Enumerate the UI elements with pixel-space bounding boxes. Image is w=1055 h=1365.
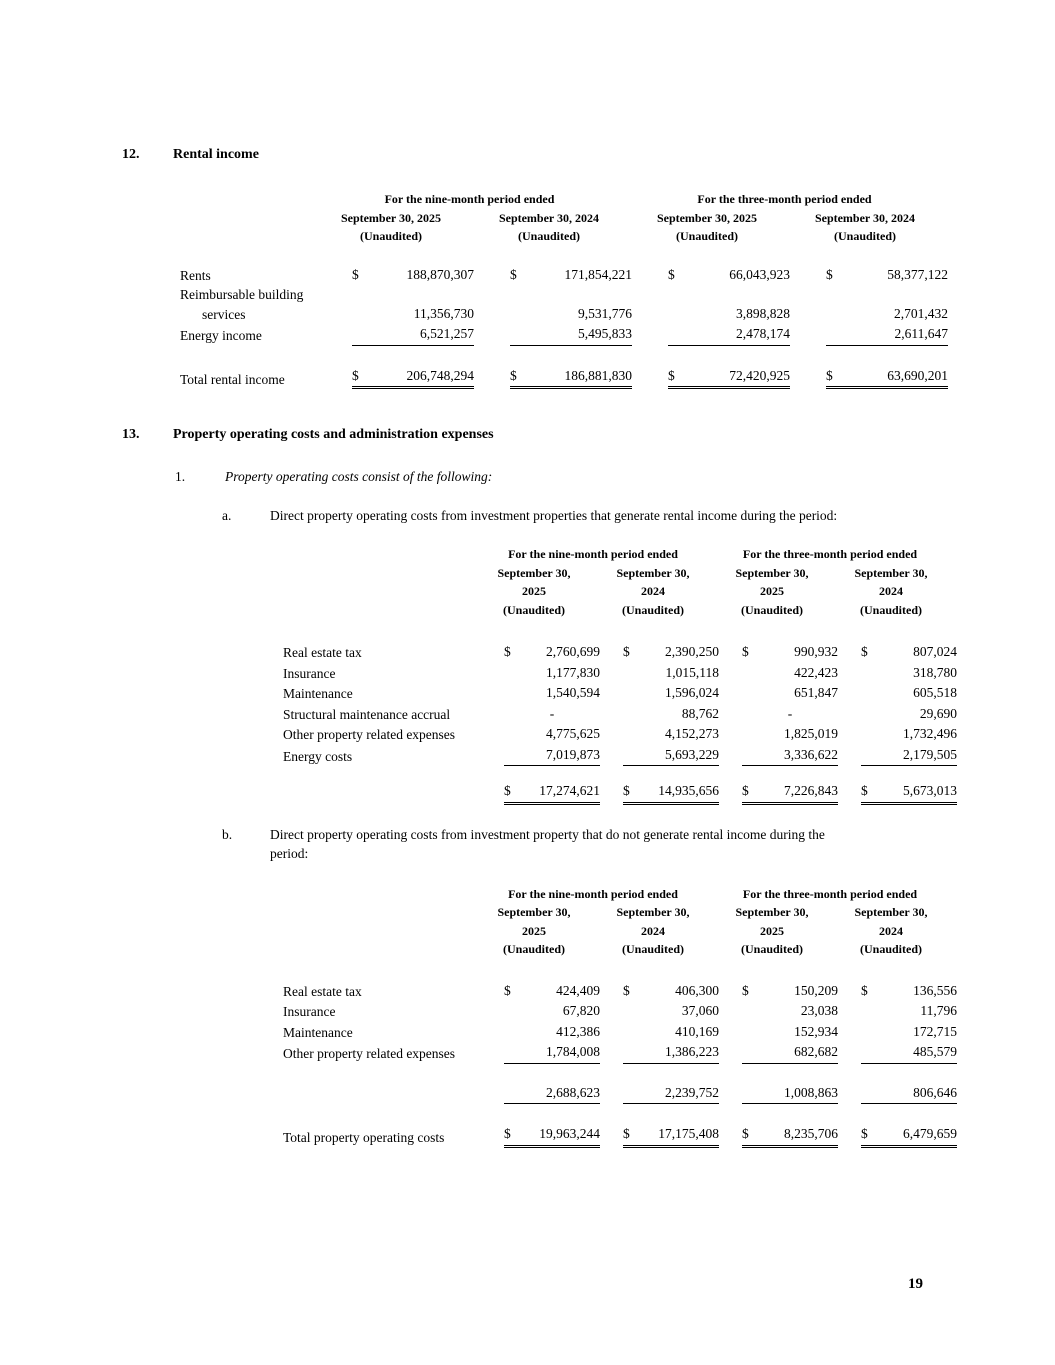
amount-value: 2,611,647 (894, 326, 948, 341)
unaudited-label: (Unaudited) (359, 229, 422, 243)
amount-cell (826, 304, 948, 325)
amount-cell (510, 366, 632, 390)
column-header-year: 2024 (879, 584, 903, 598)
amount-cell (742, 704, 838, 725)
column-header: September 30, 2025 (340, 210, 442, 225)
table-row-rents (180, 265, 1055, 286)
dollar-sign: $ (352, 266, 359, 282)
amount-value: 29,690 (919, 705, 957, 721)
dollar-sign: $ (504, 1126, 511, 1141)
amount-cell (504, 683, 600, 704)
amount-value: 422,423 (794, 664, 838, 680)
amount-value: 67,820 (562, 1003, 600, 1018)
dollar-sign: $ (623, 1126, 630, 1141)
amount-cell (742, 781, 838, 805)
column-header-year: 2025 (522, 923, 546, 938)
amount-value: 150,209 (794, 982, 838, 998)
column-header-year: 2024 (641, 923, 665, 938)
amount-cell (742, 981, 838, 1002)
amount-cell (861, 1042, 957, 1064)
amount-value: 88,762 (681, 705, 719, 721)
amount-value: 2,701,432 (894, 305, 948, 321)
amount-cell (861, 642, 957, 663)
amount-cell (742, 1124, 838, 1148)
amount-cell (742, 1083, 838, 1105)
amount-value: 1,008,863 (784, 1084, 838, 1100)
amount-cell (742, 642, 838, 663)
table-row-maintenance (283, 1022, 1055, 1043)
row-label: Real estate tax (283, 983, 362, 999)
amount-value: 1,732,496 (903, 726, 957, 741)
amount-cell (742, 1042, 838, 1064)
amount-value: 2,239,752 (665, 1084, 719, 1100)
table-row-energy-income (180, 324, 1055, 346)
amount-cell (826, 265, 948, 286)
section-number: 12. (122, 147, 140, 162)
dollar-sign: $ (504, 783, 511, 798)
unaudited-label: (Unaudited) (621, 602, 684, 617)
column-header-year: 2025 (760, 584, 784, 598)
table-row-total-rental-income (180, 366, 1055, 390)
amount-value: 17,274,621 (539, 783, 600, 798)
table-date-header-row (283, 903, 1055, 922)
dollar-sign: $ (668, 367, 675, 383)
amount-cell (623, 1001, 719, 1022)
amount-value: 58,377,122 (887, 266, 948, 282)
item-b (0, 825, 1055, 864)
table-year-header-row (283, 582, 1055, 601)
amount-cell (623, 1083, 719, 1105)
amount-value: 806,646 (913, 1084, 957, 1100)
item-letter: b. (222, 826, 233, 842)
column-header: September 30, (616, 905, 690, 919)
amount-value: 318,780 (913, 664, 957, 680)
amount-value: 6,479,659 (903, 1126, 957, 1141)
column-header: September 30, 2025 (656, 210, 758, 225)
amount-value: 136,556 (913, 982, 957, 998)
amount-cell (504, 1042, 600, 1064)
amount-cell (668, 366, 790, 390)
dollar-sign: $ (668, 266, 675, 282)
dollar-sign: $ (742, 783, 749, 798)
table-row-other-property-expenses (283, 724, 1055, 745)
table-row-energy-costs (283, 745, 1055, 767)
unaudited-label: (Unaudited) (502, 942, 565, 956)
table-unaudited-row (180, 227, 1055, 246)
amount-cell (352, 265, 474, 286)
amount-value: 1,386,223 (665, 1044, 719, 1059)
amount-cell (504, 1001, 600, 1022)
amount-value: 186,881,830 (564, 367, 632, 383)
amount-value: 4,152,273 (665, 726, 719, 741)
amount-value: 990,932 (794, 644, 838, 659)
column-header: September 30, (854, 565, 928, 580)
table-unaudited-row (283, 940, 1055, 959)
unaudited-label: (Unaudited) (740, 942, 803, 956)
operating-costs-table-a (283, 545, 1055, 805)
dollar-sign: $ (742, 982, 749, 998)
amount-value: 3,898,828 (736, 305, 790, 321)
row-label: Other property related expenses (283, 1046, 456, 1061)
row-label: Energy costs (283, 748, 353, 764)
table-year-header-row (283, 922, 1055, 941)
unaudited-label: (Unaudited) (621, 942, 684, 956)
amount-cell (504, 981, 600, 1002)
amount-value: 6,521,257 (420, 326, 474, 341)
amount-value: 7,019,873 (546, 746, 600, 762)
item-text: Direct property operating costs from investment properties that generate rental income during the period: (270, 507, 838, 523)
amount-cell (742, 1001, 838, 1022)
amount-value: 1,784,008 (546, 1044, 600, 1059)
amount-value: 3,336,622 (784, 746, 838, 762)
column-header: September 30, (735, 905, 809, 919)
amount-value: 1,540,594 (546, 685, 600, 700)
dollar-sign: $ (861, 982, 868, 998)
dollar-sign: $ (861, 644, 868, 659)
section-title: Rental income (173, 147, 259, 162)
dollar-sign: $ (504, 644, 511, 659)
row-label: Maintenance (283, 1024, 353, 1040)
amount-value: 23,038 (800, 1003, 838, 1018)
amount-value: 2,179,505 (903, 746, 957, 762)
amount-cell (510, 324, 632, 346)
row-label: Rents (180, 267, 211, 283)
group-header-nine-month: For the nine-month period ended (508, 547, 678, 561)
amount-cell (861, 745, 957, 767)
table-row-other-property-expenses (283, 1042, 1055, 1064)
amount-cell (742, 745, 838, 767)
dollar-sign: $ (510, 367, 517, 383)
group-header-three-month: For the three-month period ended (742, 886, 918, 901)
table-group-header-row (283, 545, 1055, 564)
amount-cell (510, 304, 632, 325)
dollar-sign: $ (623, 982, 630, 998)
amount-value: 485,579 (913, 1044, 957, 1059)
amount-cell (861, 1124, 957, 1148)
amount-value: 72,420,925 (729, 367, 790, 383)
amount-cell (861, 724, 957, 745)
amount-value: 651,847 (794, 685, 838, 700)
table-row-real-estate-tax (283, 642, 1055, 663)
item-text: Direct property operating costs from investment property that do not generate rental income during the period: (270, 826, 825, 861)
row-label: Real estate tax (283, 645, 362, 660)
amount-cell (742, 724, 838, 745)
section-number: 13. (122, 427, 140, 442)
unaudited-label: (Unaudited) (859, 942, 922, 956)
table-date-header-row (180, 209, 1055, 228)
amount-value: - (549, 705, 555, 721)
column-header-year: 2024 (879, 923, 903, 938)
amount-cell (623, 1042, 719, 1064)
dollar-sign: $ (742, 644, 749, 659)
amount-value: 152,934 (794, 1023, 838, 1039)
row-label: Maintenance (283, 686, 353, 701)
amount-value: 2,688,623 (546, 1084, 600, 1100)
amount-value: 206,748,294 (406, 367, 474, 383)
amount-cell (623, 781, 719, 805)
amount-value: 5,693,229 (665, 746, 719, 762)
amount-cell (504, 1022, 600, 1043)
unaudited-label: (Unaudited) (502, 602, 565, 617)
group-header-three-month: For the three-month period ended (697, 192, 872, 206)
row-label: Energy income (180, 328, 262, 343)
item-text: Property operating costs consist of the following: (225, 469, 493, 484)
column-header-year: 2025 (760, 923, 784, 938)
group-header-nine-month: For the nine-month period ended (508, 886, 678, 901)
row-label: Insurance (283, 1004, 336, 1019)
amount-cell (504, 1124, 600, 1148)
section-13-heading (0, 427, 1055, 443)
amount-cell (623, 642, 719, 663)
column-header: September 30, (497, 905, 571, 919)
amount-cell (504, 663, 600, 684)
dollar-sign: $ (623, 783, 630, 798)
group-header-nine-month: For the nine-month period ended (384, 192, 555, 206)
table-row-total-property-operating-costs (283, 1124, 1055, 1148)
amount-value: 19,963,244 (539, 1126, 600, 1141)
amount-cell (504, 781, 600, 805)
amount-cell (352, 304, 474, 325)
amount-cell (504, 642, 600, 663)
amount-value: 14,935,656 (658, 783, 719, 798)
amount-cell (623, 704, 719, 725)
amount-value: 11,796 (920, 1003, 957, 1018)
amount-cell (861, 781, 957, 805)
amount-value: 2,760,699 (546, 644, 600, 659)
amount-cell (861, 663, 957, 684)
dollar-sign: $ (826, 367, 833, 383)
amount-value: 5,495,833 (578, 326, 632, 341)
unaudited-label: (Unaudited) (517, 229, 580, 243)
column-header: September 30, (616, 565, 690, 580)
amount-value: 807,024 (913, 644, 957, 659)
table-row-insurance (283, 663, 1055, 684)
column-header: September 30, 2024 (814, 210, 916, 225)
item-letter: a. (222, 507, 232, 523)
dollar-sign: $ (742, 1126, 749, 1141)
item-a (0, 506, 1055, 526)
amount-cell (668, 324, 790, 346)
dollar-sign: $ (504, 982, 511, 998)
rental-income-table (180, 190, 1055, 389)
table-row-total-a (283, 781, 1055, 805)
table-row-maintenance (283, 683, 1055, 704)
amount-cell (504, 704, 600, 725)
table-row-insurance (283, 1001, 1055, 1022)
amount-cell (623, 981, 719, 1002)
amount-value: 11,356,730 (413, 305, 474, 321)
amount-value: 1,015,118 (665, 664, 719, 680)
amount-cell (861, 683, 957, 704)
column-header: September 30, (497, 565, 571, 580)
unaudited-label: (Unaudited) (859, 602, 922, 617)
row-label: Total rental income (180, 371, 285, 387)
amount-value: 1,177,830 (546, 664, 600, 680)
table-row-real-estate-tax (283, 981, 1055, 1002)
amount-cell (861, 981, 957, 1002)
amount-cell (623, 1124, 719, 1148)
unaudited-label: (Unaudited) (675, 229, 738, 243)
amount-cell (668, 265, 790, 286)
amount-cell (510, 265, 632, 286)
dollar-sign: $ (826, 266, 833, 282)
amount-value: 7,226,843 (784, 783, 838, 798)
table-row-structural-maintenance-accrual (283, 704, 1055, 725)
amount-value: - (787, 705, 793, 721)
amount-value: 424,409 (556, 982, 600, 998)
amount-cell (623, 683, 719, 704)
amount-cell (861, 1083, 957, 1105)
amount-cell (826, 324, 948, 346)
table-date-header-row (283, 564, 1055, 583)
amount-value: 410,169 (675, 1023, 719, 1039)
amount-cell (623, 745, 719, 767)
amount-value: 63,690,201 (887, 367, 948, 383)
amount-value: 1,825,019 (784, 726, 838, 741)
dollar-sign: $ (861, 1126, 868, 1141)
dollar-sign: $ (861, 783, 868, 798)
amount-value: 2,390,250 (665, 644, 719, 659)
amount-value: 9,531,776 (578, 305, 632, 321)
amount-cell (352, 366, 474, 390)
amount-value: 5,673,013 (903, 783, 957, 798)
item-number: 1. (175, 469, 186, 484)
row-label: Structural maintenance accrual (283, 706, 451, 722)
amount-cell (861, 1022, 957, 1043)
section-title: Property operating costs and administration expenses (173, 427, 494, 442)
amount-value: 1,596,024 (665, 685, 719, 700)
table-unaudited-row (283, 601, 1055, 620)
amount-value: 2,478,174 (736, 326, 790, 341)
amount-cell (826, 366, 948, 390)
amount-cell (742, 683, 838, 704)
amount-cell (504, 1083, 600, 1105)
amount-cell (861, 1001, 957, 1022)
table-group-header-row (283, 885, 1055, 904)
amount-value: 172,715 (913, 1023, 957, 1039)
amount-value: 66,043,923 (729, 266, 790, 282)
item-1 (0, 467, 1055, 487)
amount-cell (861, 704, 957, 725)
column-header: September 30, (735, 565, 809, 580)
dollar-sign: $ (352, 367, 359, 383)
amount-value: 4,775,625 (546, 726, 600, 741)
amount-value: 188,870,307 (406, 266, 474, 282)
row-label: Insurance (283, 665, 336, 681)
amount-cell (668, 304, 790, 325)
amount-cell (504, 724, 600, 745)
column-header-year: 2025 (522, 584, 546, 598)
column-header-year: 2024 (641, 584, 665, 598)
row-label: Reimbursable building services (180, 287, 304, 322)
unaudited-label: (Unaudited) (740, 602, 803, 617)
amount-value: 8,235,706 (784, 1126, 838, 1141)
dollar-sign: $ (623, 644, 630, 659)
page-number: 19 (908, 1276, 923, 1292)
amount-cell (623, 1022, 719, 1043)
row-label: Other property related expenses (283, 727, 456, 742)
column-header: September 30, 2024 (498, 210, 600, 225)
amount-cell (623, 724, 719, 745)
dollar-sign: $ (510, 266, 517, 282)
amount-cell (504, 745, 600, 767)
section-12-heading (0, 0, 1055, 163)
amount-value: 682,682 (794, 1044, 838, 1059)
amount-value: 17,175,408 (658, 1126, 719, 1141)
amount-cell (352, 324, 474, 346)
amount-cell (623, 663, 719, 684)
table-row-subtotal-b (283, 1083, 1055, 1105)
operating-costs-table-b (283, 885, 1055, 1148)
table-row-reimbursable (180, 285, 1055, 324)
amount-cell (742, 663, 838, 684)
amount-value: 406,300 (675, 982, 719, 998)
table-group-header-row (180, 190, 1055, 209)
amount-value: 412,386 (556, 1023, 600, 1039)
amount-value: 37,060 (681, 1003, 719, 1018)
amount-value: 171,854,221 (564, 266, 632, 282)
amount-cell (742, 1022, 838, 1043)
row-label: Total property operating costs (283, 1130, 445, 1145)
unaudited-label: (Unaudited) (833, 229, 896, 243)
group-header-three-month: For the three-month period ended (742, 547, 918, 561)
amount-value: 605,518 (913, 685, 957, 700)
column-header: September 30, (854, 905, 928, 919)
